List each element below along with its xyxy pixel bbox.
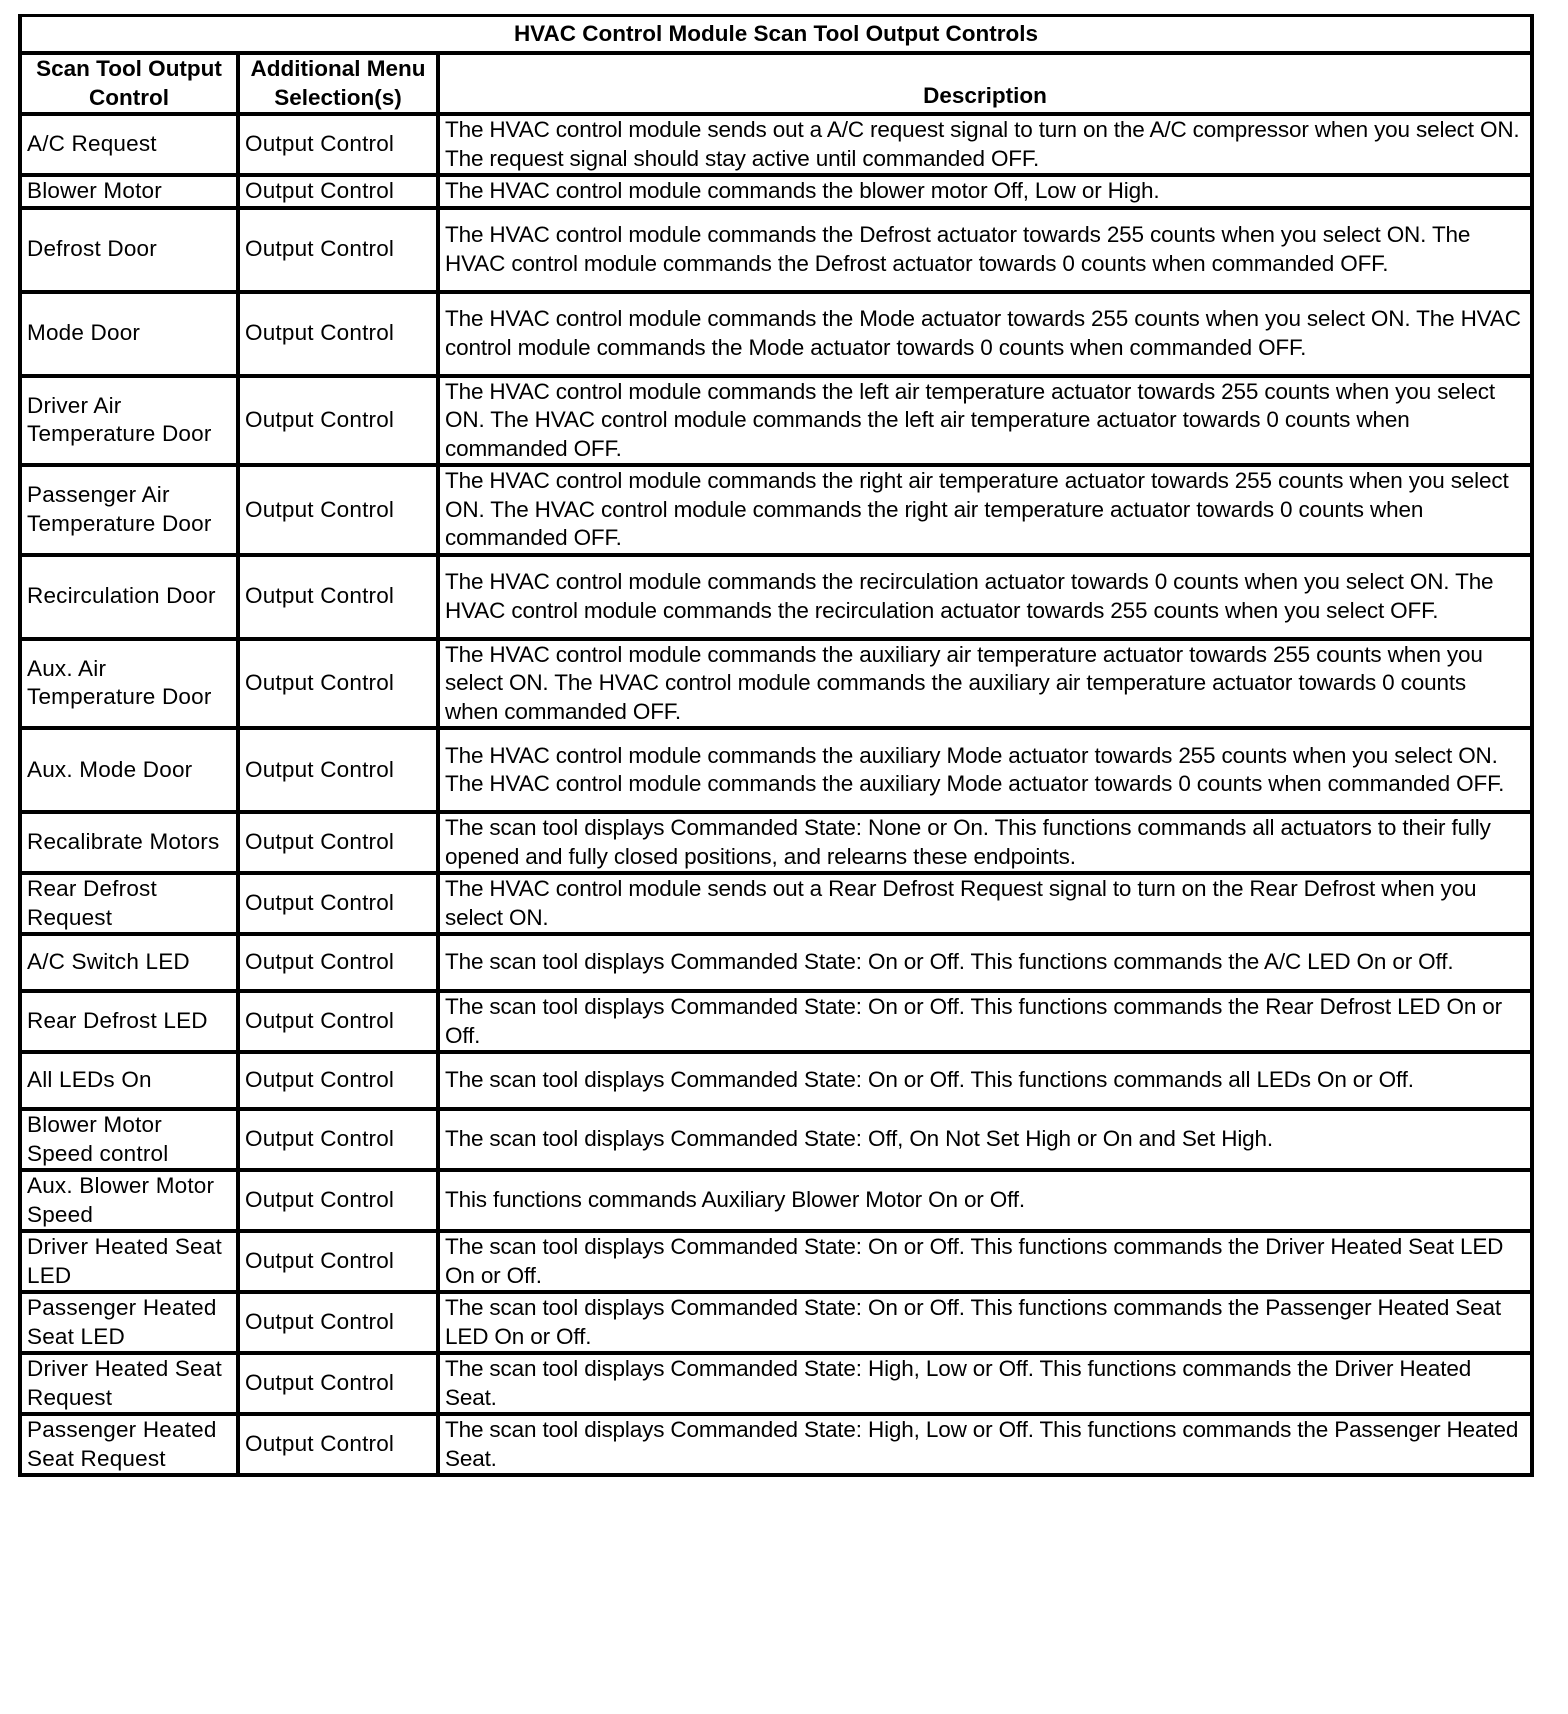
table-title-row xyxy=(20,16,1532,54)
table-row xyxy=(20,208,1532,292)
control-name: Blower Motor Speed control xyxy=(20,1109,238,1170)
control-description: The HVAC control module commands the Mode actuator towards 255 counts when you select ON. The HVAC control module commands the Mode actuator towards 0 counts when commanded OFF. xyxy=(438,292,1532,376)
control-name: Rear Defrost LED xyxy=(20,991,238,1052)
control-description: The scan tool displays Commanded State: On or Off. This functions commands the A/C LED On or Off. xyxy=(438,934,1532,991)
table-row xyxy=(20,376,1532,466)
table-row xyxy=(20,465,1532,555)
control-description: The scan tool displays Commanded State: High, Low or Off. This functions commands the Passenger Heated Seat. xyxy=(438,1414,1532,1475)
control-description: The scan tool displays Commanded State: On or Off. This functions commands the Passenger Heated Seat LED On or Off. xyxy=(438,1292,1532,1353)
control-name: A/C Switch LED xyxy=(20,934,238,991)
control-name: Driver Heated Seat LED xyxy=(20,1231,238,1292)
control-name: Rear Defrost Request xyxy=(20,873,238,934)
control-name: Defrost Door xyxy=(20,208,238,292)
menu-selection: Output Control xyxy=(238,555,438,639)
control-name: Recalibrate Motors xyxy=(20,812,238,873)
control-description: The HVAC control module commands the right air temperature actuator towards 255 counts when you select ON. The HVAC control module commands the right air temperature actuator towards 0 counts when commanded OFF. xyxy=(438,465,1532,555)
table-row xyxy=(20,114,1532,175)
control-description: The HVAC control module commands the auxiliary Mode actuator towards 255 counts when you select ON. The HVAC control module commands the auxiliary Mode actuator towards 0 counts when commanded OFF. xyxy=(438,728,1532,812)
header-scan-tool-output-control: Scan Tool Output Control xyxy=(20,53,238,114)
table-row xyxy=(20,812,1532,873)
control-name: Passenger Air Temperature Door xyxy=(20,465,238,555)
menu-selection: Output Control xyxy=(238,728,438,812)
table-row xyxy=(20,1170,1532,1231)
menu-selection: Output Control xyxy=(238,208,438,292)
control-name: Blower Motor xyxy=(20,175,238,208)
control-description: The HVAC control module commands the auxiliary air temperature actuator towards 255 counts when you select ON. The HVAC control module commands the auxiliary air temperature actuator towards 0 counts when commanded OFF. xyxy=(438,639,1532,729)
menu-selection: Output Control xyxy=(238,991,438,1052)
control-description: The HVAC control module sends out a Rear Defrost Request signal to turn on the Rear Defrost when you select ON. xyxy=(438,873,1532,934)
control-description: The scan tool displays Commanded State: High, Low or Off. This functions commands the Driver Heated Seat. xyxy=(438,1353,1532,1414)
control-description: The HVAC control module commands the recirculation actuator towards 0 counts when you select ON. The HVAC control module commands the recirculation actuator towards 255 counts when you select OFF. xyxy=(438,555,1532,639)
menu-selection: Output Control xyxy=(238,1109,438,1170)
control-name: Aux. Air Temperature Door xyxy=(20,639,238,729)
menu-selection: Output Control xyxy=(238,873,438,934)
control-name: A/C Request xyxy=(20,114,238,175)
control-description: The scan tool displays Commanded State: On or Off. This functions commands the Rear Defrost LED On or Off. xyxy=(438,991,1532,1052)
control-name: Recirculation Door xyxy=(20,555,238,639)
table-row xyxy=(20,1353,1532,1414)
control-name: All LEDs On xyxy=(20,1052,238,1109)
control-name: Passenger Heated Seat Request xyxy=(20,1414,238,1475)
control-name: Driver Heated Seat Request xyxy=(20,1353,238,1414)
table-row xyxy=(20,728,1532,812)
control-description: The scan tool displays Commanded State: On or Off. This functions commands all LEDs On or Off. xyxy=(438,1052,1532,1109)
control-description: The scan tool displays Commanded State: None or On. This functions commands all actuators to their fully opened and fully closed positions, and relearns these endpoints. xyxy=(438,812,1532,873)
control-name: Passenger Heated Seat LED xyxy=(20,1292,238,1353)
menu-selection: Output Control xyxy=(238,376,438,466)
table-row xyxy=(20,175,1532,208)
control-name: Mode Door xyxy=(20,292,238,376)
menu-selection: Output Control xyxy=(238,1414,438,1475)
menu-selection: Output Control xyxy=(238,1353,438,1414)
table-row xyxy=(20,934,1532,991)
control-description: The scan tool displays Commanded State: Off, On Not Set High or On and Set High. xyxy=(438,1109,1532,1170)
table-row xyxy=(20,292,1532,376)
control-name: Aux. Mode Door xyxy=(20,728,238,812)
menu-selection: Output Control xyxy=(238,934,438,991)
menu-selection: Output Control xyxy=(238,1292,438,1353)
table-row xyxy=(20,991,1532,1052)
menu-selection: Output Control xyxy=(238,1052,438,1109)
header-additional-menu-selections: Additional Menu Selection(s) xyxy=(238,53,438,114)
control-description: The HVAC control module commands the blower motor Off, Low or High. xyxy=(438,175,1532,208)
menu-selection: Output Control xyxy=(238,1170,438,1231)
table-row xyxy=(20,555,1532,639)
table-row xyxy=(20,1109,1532,1170)
menu-selection: Output Control xyxy=(238,175,438,208)
table-row xyxy=(20,873,1532,934)
table-row xyxy=(20,1052,1532,1109)
control-description: The HVAC control module commands the Defrost actuator towards 255 counts when you select ON. The HVAC control module commands the Defrost actuator towards 0 counts when commanded OFF. xyxy=(438,208,1532,292)
control-name: Aux. Blower Motor Speed xyxy=(20,1170,238,1231)
menu-selection: Output Control xyxy=(238,292,438,376)
control-description: The scan tool displays Commanded State: On or Off. This functions commands the Driver Heated Seat LED On or Off. xyxy=(438,1231,1532,1292)
table-row xyxy=(20,1231,1532,1292)
menu-selection: Output Control xyxy=(238,465,438,555)
menu-selection: Output Control xyxy=(238,114,438,175)
control-description: The HVAC control module commands the left air temperature actuator towards 255 counts when you select ON. The HVAC control module commands the left air temperature actuator towards 0 counts when commanded OFF. xyxy=(438,376,1532,466)
control-description: This functions commands Auxiliary Blower Motor On or Off. xyxy=(438,1170,1532,1231)
control-name: Driver Air Temperature Door xyxy=(20,376,238,466)
menu-selection: Output Control xyxy=(238,812,438,873)
table-row xyxy=(20,639,1532,729)
menu-selection: Output Control xyxy=(238,1231,438,1292)
table-header-row xyxy=(20,53,1532,114)
table-row xyxy=(20,1292,1532,1353)
header-description: Description xyxy=(438,53,1532,114)
menu-selection: Output Control xyxy=(238,639,438,729)
hvac-output-controls-table xyxy=(18,14,1534,1477)
table-row xyxy=(20,1414,1532,1475)
control-description: The HVAC control module sends out a A/C request signal to turn on the A/C compressor when you select ON. The request signal should stay active until commanded OFF. xyxy=(438,114,1532,175)
table-title: HVAC Control Module Scan Tool Output Controls xyxy=(20,16,1532,54)
